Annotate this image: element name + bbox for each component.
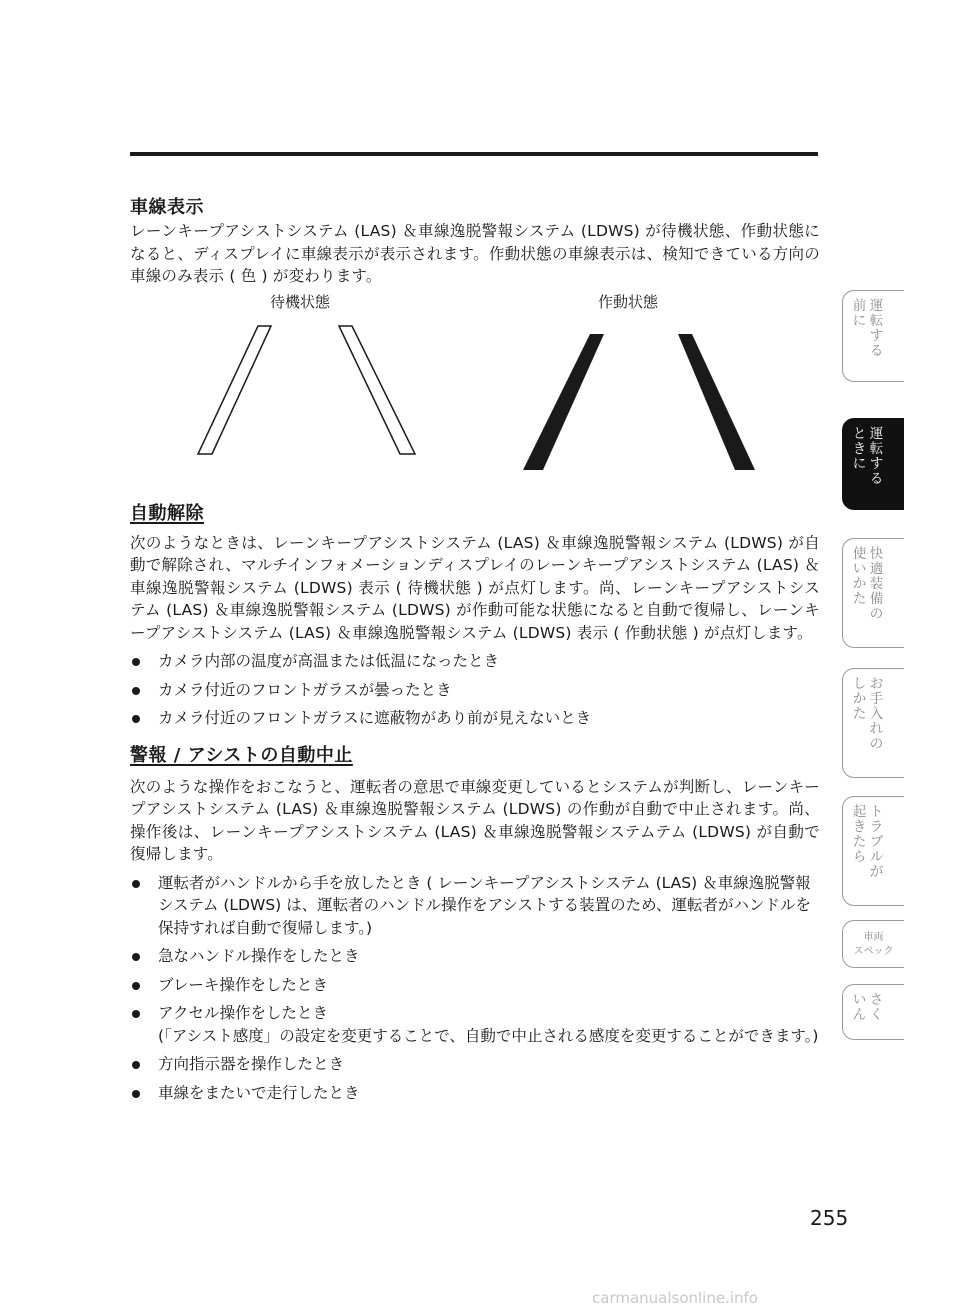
tab-glyph: 入	[869, 706, 884, 722]
tab-glyph: か	[852, 576, 867, 592]
page-number: 255	[810, 1206, 849, 1230]
tab-label-col	[852, 677, 867, 752]
top-rule	[130, 152, 818, 156]
auto-release-list	[130, 650, 820, 730]
list-item: カメラ付近のフロントガラスに遮蔽物があり前が見えないとき	[130, 707, 820, 730]
tab-glyph: 装	[869, 576, 884, 592]
standby-left-lane	[198, 326, 271, 454]
tab-label-col	[869, 677, 884, 752]
list-item-note: (「アシスト感度」の設定を変更することで、自動で中止される感度を変更することができます。)	[158, 1026, 819, 1045]
auto-stop-title: 警報 / アシストの自動中止	[130, 744, 353, 766]
tab-label-col	[869, 805, 884, 880]
tab-label-col	[852, 299, 867, 359]
tab-glyph: ト	[869, 804, 884, 820]
tab-glyph: く	[869, 1007, 884, 1023]
tab-troubleshooting[interactable]	[842, 796, 904, 906]
bullet-icon	[132, 715, 140, 723]
list-item: カメラ付近のフロントガラスが曇ったとき	[130, 679, 820, 702]
tab-glyph: が	[869, 864, 884, 880]
tab-index[interactable]	[842, 984, 904, 1040]
tab-label-col	[852, 993, 867, 1023]
tab-label-col	[852, 427, 867, 487]
tab-glyph: に	[852, 313, 867, 329]
tab-glyph: の	[869, 606, 884, 622]
tab-glyph: ん	[852, 1007, 867, 1023]
tab-glyph: 転	[869, 313, 884, 329]
tab-glyph: お	[869, 676, 884, 692]
list-item: 運転者がハンドルから手を放したとき ( レーンキープアシストシステム (LAS) ＆車線逸脱警報システム (LDWS) は、運転者のハンドル操作をアシストする装置のため、運転者がハンドルを保持すれば自動で復帰します。)	[130, 872, 820, 940]
tab-maintenance[interactable]	[842, 668, 904, 778]
tab-glyph: き	[852, 441, 867, 457]
standby-label: 待機状態	[270, 292, 331, 311]
active-lanes	[523, 334, 755, 470]
list-item: ブレーキ操作をしたとき	[130, 974, 820, 997]
tab-glyph: に	[852, 456, 867, 472]
tab-while-driving[interactable]	[842, 418, 904, 510]
list-item: アクセル操作をしたとき (「アシスト感度」の設定を変更することで、自動で中止される感度を変更することができます。)	[130, 1002, 820, 1047]
bullet-icon	[132, 1010, 140, 1018]
tab-glyph: い	[852, 992, 867, 1008]
list-item: 急なハンドル操作をしたとき	[130, 945, 820, 968]
bullet-icon	[132, 1061, 140, 1069]
tab-label-col	[869, 547, 884, 622]
list-item: 車線をまたいで走行したとき	[130, 1082, 820, 1105]
auto-release-title: 自動解除	[130, 502, 204, 524]
tab-label-col	[869, 427, 884, 487]
list-item: 方向指示器を操作したとき	[130, 1053, 820, 1076]
lane-display-title: 車線表示	[130, 197, 204, 218]
bullet-icon	[132, 687, 140, 695]
tab-glyph: 転	[869, 441, 884, 457]
tab-glyph: 起	[852, 804, 867, 820]
lane-display-figure	[130, 292, 820, 488]
tab-comfort-equipment[interactable]	[842, 538, 904, 648]
tab-glyph: い	[852, 561, 867, 577]
tab-vehicle-specs[interactable]	[842, 920, 904, 968]
tab-glyph: す	[869, 456, 884, 472]
standby-lanes	[198, 326, 415, 454]
tab-glyph: 運	[869, 298, 884, 314]
watermark: carmanualsonline.info	[592, 1289, 758, 1307]
tab-glyph: ラ	[869, 819, 884, 835]
bullet-icon	[132, 982, 140, 990]
standby-right-lane	[339, 326, 415, 454]
tab-glyph: さ	[869, 992, 884, 1008]
lane-lines-graphic	[130, 292, 820, 488]
tab-glyph: る	[869, 343, 884, 359]
tab-glyph: る	[869, 471, 884, 487]
active-label: 作動状態	[598, 292, 659, 311]
tab-glyph: す	[869, 328, 884, 344]
active-left-lane	[523, 334, 604, 470]
active-right-lane	[678, 334, 755, 470]
list-item: カメラ内部の温度が高温または低温になったとき	[130, 650, 820, 673]
tab-glyph: し	[852, 676, 867, 692]
tab-glyph: 使	[852, 546, 867, 562]
tab-glyph: た	[852, 706, 867, 722]
tab-label-col	[869, 299, 884, 359]
tab-glyph: れ	[869, 721, 884, 737]
bullet-icon	[132, 880, 140, 888]
tab-glyph: ら	[852, 849, 867, 865]
tab-label-col	[852, 805, 867, 880]
tab-glyph: た	[852, 591, 867, 607]
tab-glyph: 手	[869, 691, 884, 707]
tab-glyph: と	[852, 426, 867, 442]
tab-glyph: き	[852, 819, 867, 835]
tab-glyph: ル	[869, 849, 884, 865]
tab-glyph: 適	[869, 561, 884, 577]
tab-label-col	[852, 547, 867, 622]
tab-label-line: スペック	[853, 946, 894, 957]
tab-label-col	[869, 993, 884, 1023]
page-content	[130, 196, 820, 1104]
tab-glyph: た	[852, 834, 867, 850]
tab-glyph: ブ	[869, 834, 884, 850]
tab-glyph: 快	[869, 546, 884, 562]
auto-stop-list	[130, 872, 820, 1105]
tab-label-line: 車両	[863, 932, 884, 943]
tab-glyph: 前	[852, 298, 867, 314]
auto-stop-body: 次のような操作をおこなうと、運転者の意思で車線変更しているとシステムが判断し、レーンキープアシストシステム (LAS) ＆車線逸脱警報システム (LDWS) の作動が自動で中止されます。尚、操作後は、レーンキープアシストシステム (LAS) ＆車線逸脱警報システムテム (LDWS) が自動で復帰します。	[130, 777, 820, 863]
tab-before-driving[interactable]	[842, 290, 904, 382]
tab-glyph: 運	[869, 426, 884, 442]
bullet-icon	[132, 1090, 140, 1098]
bullet-icon	[132, 953, 140, 961]
lane-display-body: レーンキープアシストシステム (LAS) ＆車線逸脱警報システム (LDWS) が待機状態、作動状態になると、ディスプレイに車線表示が表示されます。作動状態の車線表示は、検知できている方向の車線のみ表示 ( 色 ) が変わります。	[130, 222, 820, 285]
tab-glyph: 備	[869, 591, 884, 607]
tab-glyph: か	[852, 691, 867, 707]
auto-release-body: 次のようなときは、レーンキープアシストシステム (LAS) ＆車線逸脱警報システム (LDWS) が自動で解除され、マルチインフォメーションディスプレイのレーンキープアシストシステム (LAS) ＆車線逸脱警報システム (LDWS) 表示 ( 待機状態 ) が点灯します。尚、レーンキープアシストシステム (LAS) ＆車線逸脱警報システム (LDWS) が作動可能な状態になると自動で復帰し、レーンキープアシストシステム (LAS) ＆車線逸脱警報システム (LDWS) 表示 ( 作動状態 ) が点灯します。	[130, 533, 820, 642]
tab-glyph: の	[869, 736, 884, 752]
bullet-icon	[132, 658, 140, 666]
